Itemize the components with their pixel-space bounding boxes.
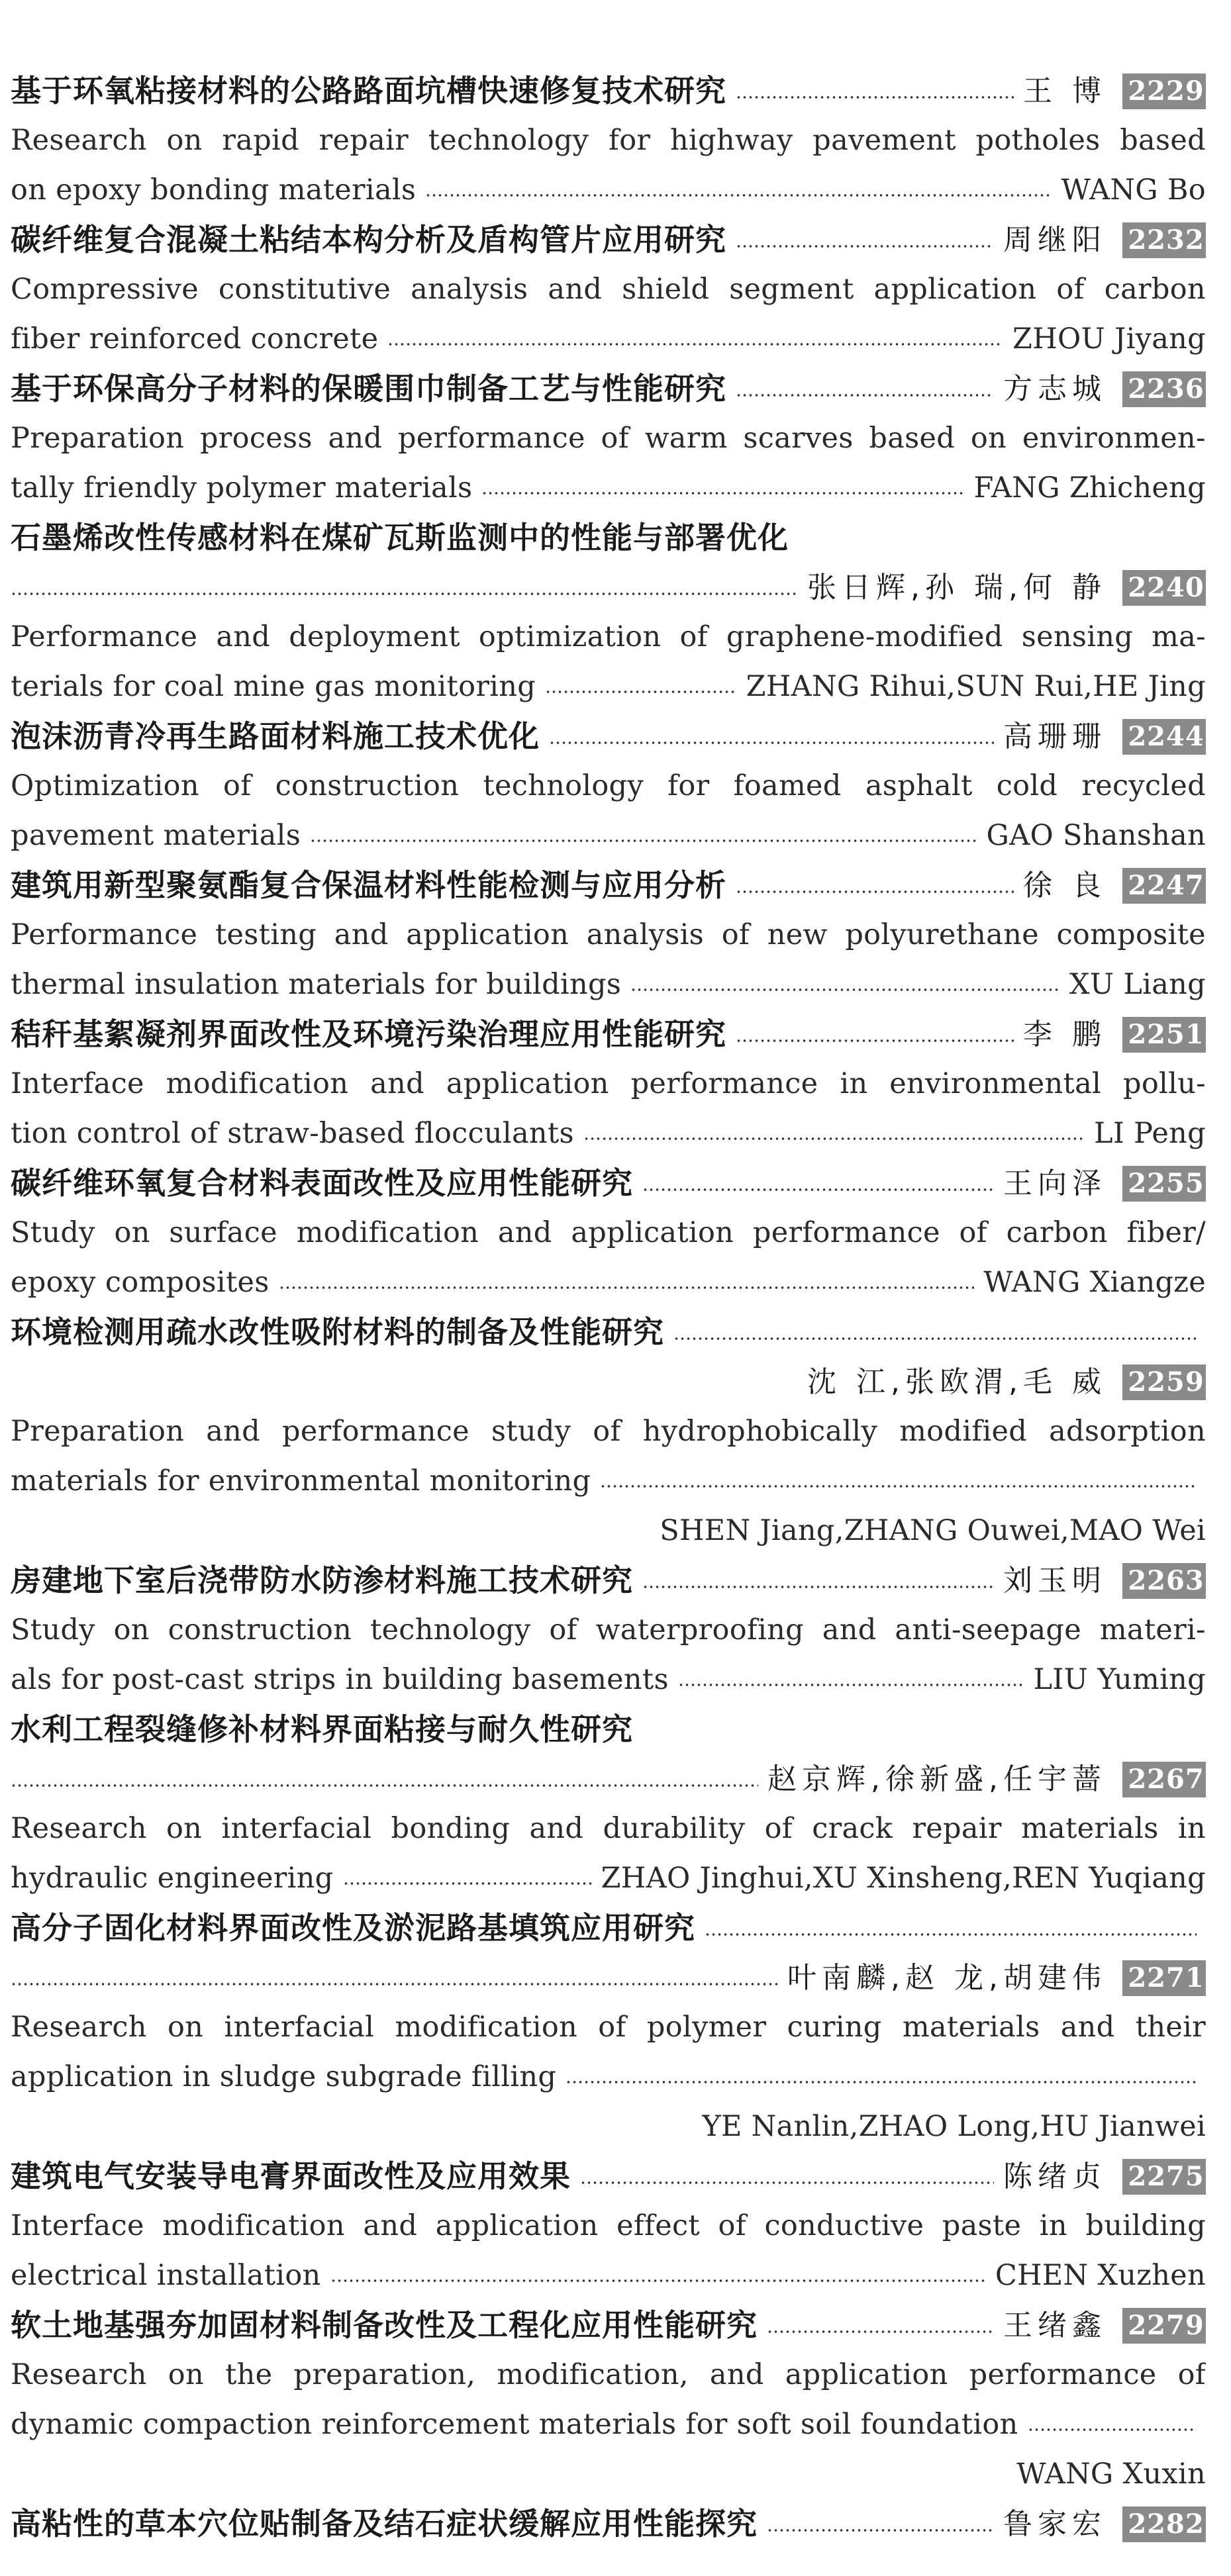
entry-zh-title: 房建地下室后浇带防水防渗材料施工技术研究 — [11, 1562, 633, 1598]
leader-dots — [566, 2079, 1197, 2085]
page-number-badge[interactable]: 2251 — [1122, 1017, 1206, 1053]
entry-zh-line — [11, 2301, 1206, 2350]
entry-zh-line — [11, 513, 1206, 563]
entry-en-line — [11, 1804, 1206, 1854]
entry-en-line — [11, 1456, 1206, 1506]
entry-en-title-line: als for post-cast strips in building basements — [11, 1663, 669, 1696]
entry-en-author: GAO Shanshan — [986, 819, 1206, 852]
entry-en-title-line: Research on the preparation, modification, and application performance of — [11, 2358, 1206, 2391]
entry-en-line — [11, 960, 1206, 1010]
entry-en-author: WANG Bo — [1061, 173, 1206, 207]
toc-entry[interactable] — [11, 861, 1206, 1010]
entry-zh-line — [11, 66, 1206, 116]
toc-entry[interactable] — [11, 2301, 1206, 2499]
leader-dots — [549, 740, 994, 745]
entry-en-line — [11, 116, 1206, 166]
entry-en-title-line: materials for environmental monitoring — [11, 1464, 591, 1498]
entry-en-line — [11, 612, 1206, 662]
entry-zh-author: 鲁家宏 — [1003, 2507, 1107, 2541]
entry-en-line — [11, 1854, 1206, 1903]
entry-zh-line — [11, 1159, 1206, 1208]
entry-zh-line — [11, 215, 1206, 265]
entry-zh-title: 石墨烯改性传感材料在煤矿瓦斯监测中的性能与部署优化 — [11, 520, 789, 555]
entry-en-title-line: on epoxy bonding materials — [11, 173, 417, 207]
entry-en-line — [11, 2201, 1206, 2251]
entry-en-title-line: Study on construction technology of waterproofing and anti-seepage materi- — [11, 1613, 1206, 1646]
entry-zh-author: 王 博 — [1023, 74, 1107, 108]
page-number-badge[interactable]: 2263 — [1122, 1563, 1206, 1599]
entry-en-title-line: Research on interfacial modification of polymer curing materials and their — [11, 2011, 1206, 2044]
entry-en-title-line: electrical installation — [11, 2259, 321, 2292]
leader-dots — [279, 1285, 975, 1290]
entry-zh-title: 碳纤维复合混凝土粘结本构分析及盾构管片应用研究 — [11, 222, 726, 258]
entry-zh-title: 建筑电气安装导电膏界面改性及应用效果 — [11, 2158, 571, 2194]
entry-en-title-line: Compressive constitutive analysis and shield segment application of carbon — [11, 273, 1206, 306]
leader-dots — [630, 987, 1060, 992]
entry-zh-author: 沈 江,张欧渭,毛 威 — [807, 1365, 1107, 1399]
entry-en-author: FANG Zhicheng — [973, 471, 1206, 504]
entry-zh-line — [11, 2152, 1206, 2201]
entry-en-line — [11, 2251, 1206, 2301]
entry-en-title-line: Study on surface modification and application performance of carbon fiber/ — [11, 1216, 1206, 1249]
toc-entry[interactable] — [11, 1159, 1206, 1308]
entry-en-author: LI Peng — [1094, 1117, 1206, 1150]
leader-dots — [583, 1136, 1085, 1141]
entry-zh-author: 王向泽 — [1003, 1167, 1107, 1200]
entry-en-title-line: Optimization of construction technology for foamed asphalt cold recycled — [11, 769, 1206, 802]
page-number-badge[interactable]: 2244 — [1122, 719, 1206, 755]
leader-dots — [736, 393, 994, 398]
entry-en-line — [11, 414, 1206, 463]
entry-en-title-line: Preparation and performance study of hydrophobically modified adsorption — [11, 1415, 1206, 1448]
entry-en-title-line: hydraulic engineering — [11, 1862, 334, 1895]
entry-en-title-line: Research on rapid repair technology for highway pavement potholes based — [11, 124, 1206, 157]
leader-dots — [600, 1484, 1197, 1489]
entry-en-title-line: Performance testing and application analysis of new polyurethane composite — [11, 918, 1206, 951]
entry-en-title-line: Preparation process and performance of warm scarves based on environmen- — [11, 422, 1206, 455]
toc-entry[interactable] — [11, 1010, 1206, 1159]
entry-zh-line — [11, 1705, 1206, 1754]
leader-dots — [11, 1981, 778, 1987]
page-number-badge[interactable]: 2271 — [1122, 1960, 1206, 1996]
entry-en-title-line: epoxy composites — [11, 1266, 270, 1299]
toc-entry[interactable] — [11, 1705, 1206, 1903]
entry-en-title-line: application in sludge subgrade filling — [11, 2060, 557, 2093]
entry-zh-author: 陈绪贞 — [1003, 2160, 1107, 2193]
entry-zh-line — [11, 712, 1206, 761]
entry-zh-line — [11, 861, 1206, 910]
entry-en-line — [11, 2400, 1206, 2450]
entry-en-line — [11, 2450, 1206, 2499]
leader-dots — [705, 1932, 1197, 1937]
entry-zh-author: 李 鹏 — [1023, 1018, 1107, 1051]
entry-zh-author: 高珊珊 — [1003, 720, 1107, 753]
entry-en-line — [11, 1605, 1206, 1655]
entry-en-line — [11, 662, 1206, 712]
entry-zh-author: 周继阳 — [1003, 223, 1107, 257]
leader-dots — [330, 2278, 986, 2283]
entry-en-title-line: Research on interfacial bonding and durability of crack repair materials in — [11, 1812, 1206, 1845]
entry-zh-line — [11, 1953, 1206, 2003]
entry-en-title-line: fiber reinforced concrete — [11, 322, 379, 356]
table-of-contents — [11, 66, 1206, 2549]
leader-dots — [387, 342, 1003, 347]
leader-dots — [1028, 2427, 1197, 2432]
toc-entry[interactable] — [11, 513, 1206, 712]
leader-dots — [310, 838, 977, 843]
entry-en-line — [11, 463, 1206, 513]
leader-dots — [425, 193, 1052, 198]
entry-zh-title: 高分子固化材料界面改性及淤泥路基填筑应用研究 — [11, 1910, 695, 1946]
entry-en-line — [11, 1059, 1206, 1109]
entry-en-title-line: Interface modification and application performance in environmental pollu- — [11, 1067, 1206, 1100]
leader-dots — [343, 1881, 592, 1886]
entry-en-author: SHEN Jiang,ZHANG Ouwei,MAO Wei — [660, 1514, 1206, 1547]
leader-dots — [767, 2329, 994, 2334]
page-number-badge[interactable]: 2229 — [1122, 73, 1206, 109]
entry-en-title-line: tally friendly polymer materials — [11, 471, 473, 504]
entry-en-author: ZHANG Rihui,SUN Rui,HE Jing — [746, 670, 1206, 703]
entry-zh-author: 王绪鑫 — [1003, 2309, 1107, 2342]
entry-zh-title: 高粘性的草本穴位贴制备及结石症状缓解应用性能探究 — [11, 2506, 758, 2542]
entry-zh-line — [11, 1010, 1206, 1059]
toc-entry[interactable] — [11, 1556, 1206, 1705]
entry-zh-line — [11, 1308, 1206, 1357]
leader-dots — [11, 591, 798, 596]
entry-en-line — [11, 811, 1206, 861]
entry-en-author: WANG Xuxin — [1016, 2457, 1206, 2491]
toc-entry[interactable] — [11, 2152, 1206, 2301]
page-number-badge[interactable]: 2279 — [1122, 2308, 1206, 2344]
page-number-badge[interactable]: 2255 — [1122, 1166, 1206, 1202]
entry-en-title-line: Interface modification and application effect of conductive paste in building — [11, 2209, 1206, 2242]
entry-zh-author: 刘玉明 — [1003, 1564, 1107, 1598]
entry-zh-title: 碳纤维环氧复合材料表面改性及应用性能研究 — [11, 1165, 633, 1201]
entry-zh-title: 基于环氧粘接材料的公路路面坑槽快速修复技术研究 — [11, 73, 726, 109]
leader-dots — [736, 244, 994, 249]
entry-en-title-line: tion control of straw-based flocculants — [11, 1117, 574, 1150]
leader-dots — [642, 1187, 994, 1192]
toc-entry[interactable] — [11, 1903, 1206, 2152]
leader-dots — [642, 1584, 994, 1590]
entry-zh-title: 泡沫沥青冷再生路面材料施工技术优化 — [11, 718, 540, 754]
entry-zh-line — [11, 563, 1206, 612]
leader-dots — [678, 1682, 1024, 1688]
leader-dots — [545, 689, 737, 694]
entry-en-title-line: dynamic compaction reinforcement materials for soft soil foundation — [11, 2408, 1018, 2441]
entry-en-line — [11, 1208, 1206, 1258]
toc-entry[interactable] — [11, 215, 1206, 364]
entry-en-line — [11, 2350, 1206, 2400]
entry-zh-author: 叶南麟,赵 龙,胡建伟 — [787, 1961, 1107, 1995]
leader-dots — [580, 2180, 994, 2185]
entry-en-line — [11, 2052, 1206, 2102]
entry-zh-title: 软土地基强夯加固材料制备改性及工程化应用性能研究 — [11, 2307, 758, 2343]
entry-zh-line — [11, 364, 1206, 414]
leader-dots — [481, 491, 964, 496]
entry-zh-title: 水利工程裂缝修补材料界面粘接与耐久性研究 — [11, 1711, 633, 1747]
entry-en-title-line: terials for coal mine gas monitoring — [11, 670, 536, 703]
entry-zh-line — [11, 1556, 1206, 1605]
entry-en-title-line: thermal insulation materials for buildings — [11, 968, 622, 1001]
toc-entry[interactable] — [11, 66, 1206, 215]
toc-entry[interactable] — [11, 712, 1206, 861]
entry-zh-author: 徐 良 — [1023, 869, 1107, 902]
entry-en-line — [11, 1655, 1206, 1705]
page-number-badge[interactable]: 2259 — [1122, 1364, 1206, 1400]
toc-entry[interactable] — [11, 1308, 1206, 1556]
entry-zh-line — [11, 1903, 1206, 1953]
leader-dots — [736, 95, 1014, 100]
page-number-badge[interactable]: 2282 — [1122, 2506, 1206, 2542]
entry-en-line — [11, 1258, 1206, 1308]
entry-en-line — [11, 265, 1206, 314]
entry-en-line — [11, 1506, 1206, 1556]
entry-en-author: ZHOU Jiyang — [1012, 322, 1206, 356]
leader-dots — [736, 1038, 1014, 1043]
entry-en-title-line: Performance and deployment optimization of graphene-modified sensing ma- — [11, 620, 1206, 653]
leader-dots — [673, 1336, 1197, 1341]
entry-en-author: YE Nanlin,ZHAO Long,HU Jianwei — [702, 2110, 1206, 2143]
entry-en-line — [11, 314, 1206, 364]
entry-en-line — [11, 1109, 1206, 1159]
entry-en-line — [11, 166, 1206, 215]
leader-dots — [736, 889, 1014, 894]
toc-entry[interactable] — [11, 2499, 1206, 2549]
entry-zh-line — [11, 2499, 1206, 2549]
entry-en-line — [11, 1407, 1206, 1456]
leader-dots — [767, 2528, 994, 2533]
entry-en-line — [11, 761, 1206, 811]
entry-en-author: CHEN Xuzhen — [995, 2259, 1206, 2292]
entry-en-author: XU Liang — [1069, 968, 1206, 1001]
entry-zh-title: 环境检测用疏水改性吸附材料的制备及性能研究 — [11, 1314, 664, 1350]
entry-en-author: WANG Xiangze — [983, 1266, 1206, 1299]
entry-zh-line — [11, 1357, 1206, 1407]
toc-entry[interactable] — [11, 364, 1206, 513]
entry-zh-author: 赵京辉,徐新盛,任宇蔷 — [767, 1762, 1107, 1796]
page-number-badge[interactable]: 2232 — [1122, 222, 1206, 258]
entry-en-title-line: pavement materials — [11, 819, 301, 852]
entry-zh-line — [11, 1754, 1206, 1804]
entry-zh-title: 秸秆基絮凝剂界面改性及环境污染治理应用性能研究 — [11, 1016, 726, 1052]
entry-en-author: ZHAO Jinghui,XU Xinsheng,REN Yuqiang — [601, 1862, 1206, 1895]
entry-zh-title: 基于环保高分子材料的保暖围巾制备工艺与性能研究 — [11, 371, 726, 406]
entry-zh-author: 方志城 — [1003, 372, 1107, 406]
entry-en-line — [11, 2102, 1206, 2152]
entry-en-line — [11, 910, 1206, 960]
page-number-badge[interactable]: 2275 — [1122, 2159, 1206, 2195]
entry-en-line — [11, 2003, 1206, 2052]
entry-en-author: LIU Yuming — [1033, 1663, 1206, 1696]
page-number-badge[interactable]: 2236 — [1122, 371, 1206, 407]
leader-dots — [11, 1783, 758, 1788]
entry-zh-title: 建筑用新型聚氨酯复合保温材料性能检测与应用分析 — [11, 867, 726, 903]
page-number-badge[interactable]: 2240 — [1122, 570, 1206, 606]
page-number-badge[interactable]: 2247 — [1122, 868, 1206, 904]
entry-zh-author: 张日辉,孙 瑞,何 静 — [807, 571, 1107, 604]
page-number-badge[interactable]: 2267 — [1122, 1762, 1206, 1797]
